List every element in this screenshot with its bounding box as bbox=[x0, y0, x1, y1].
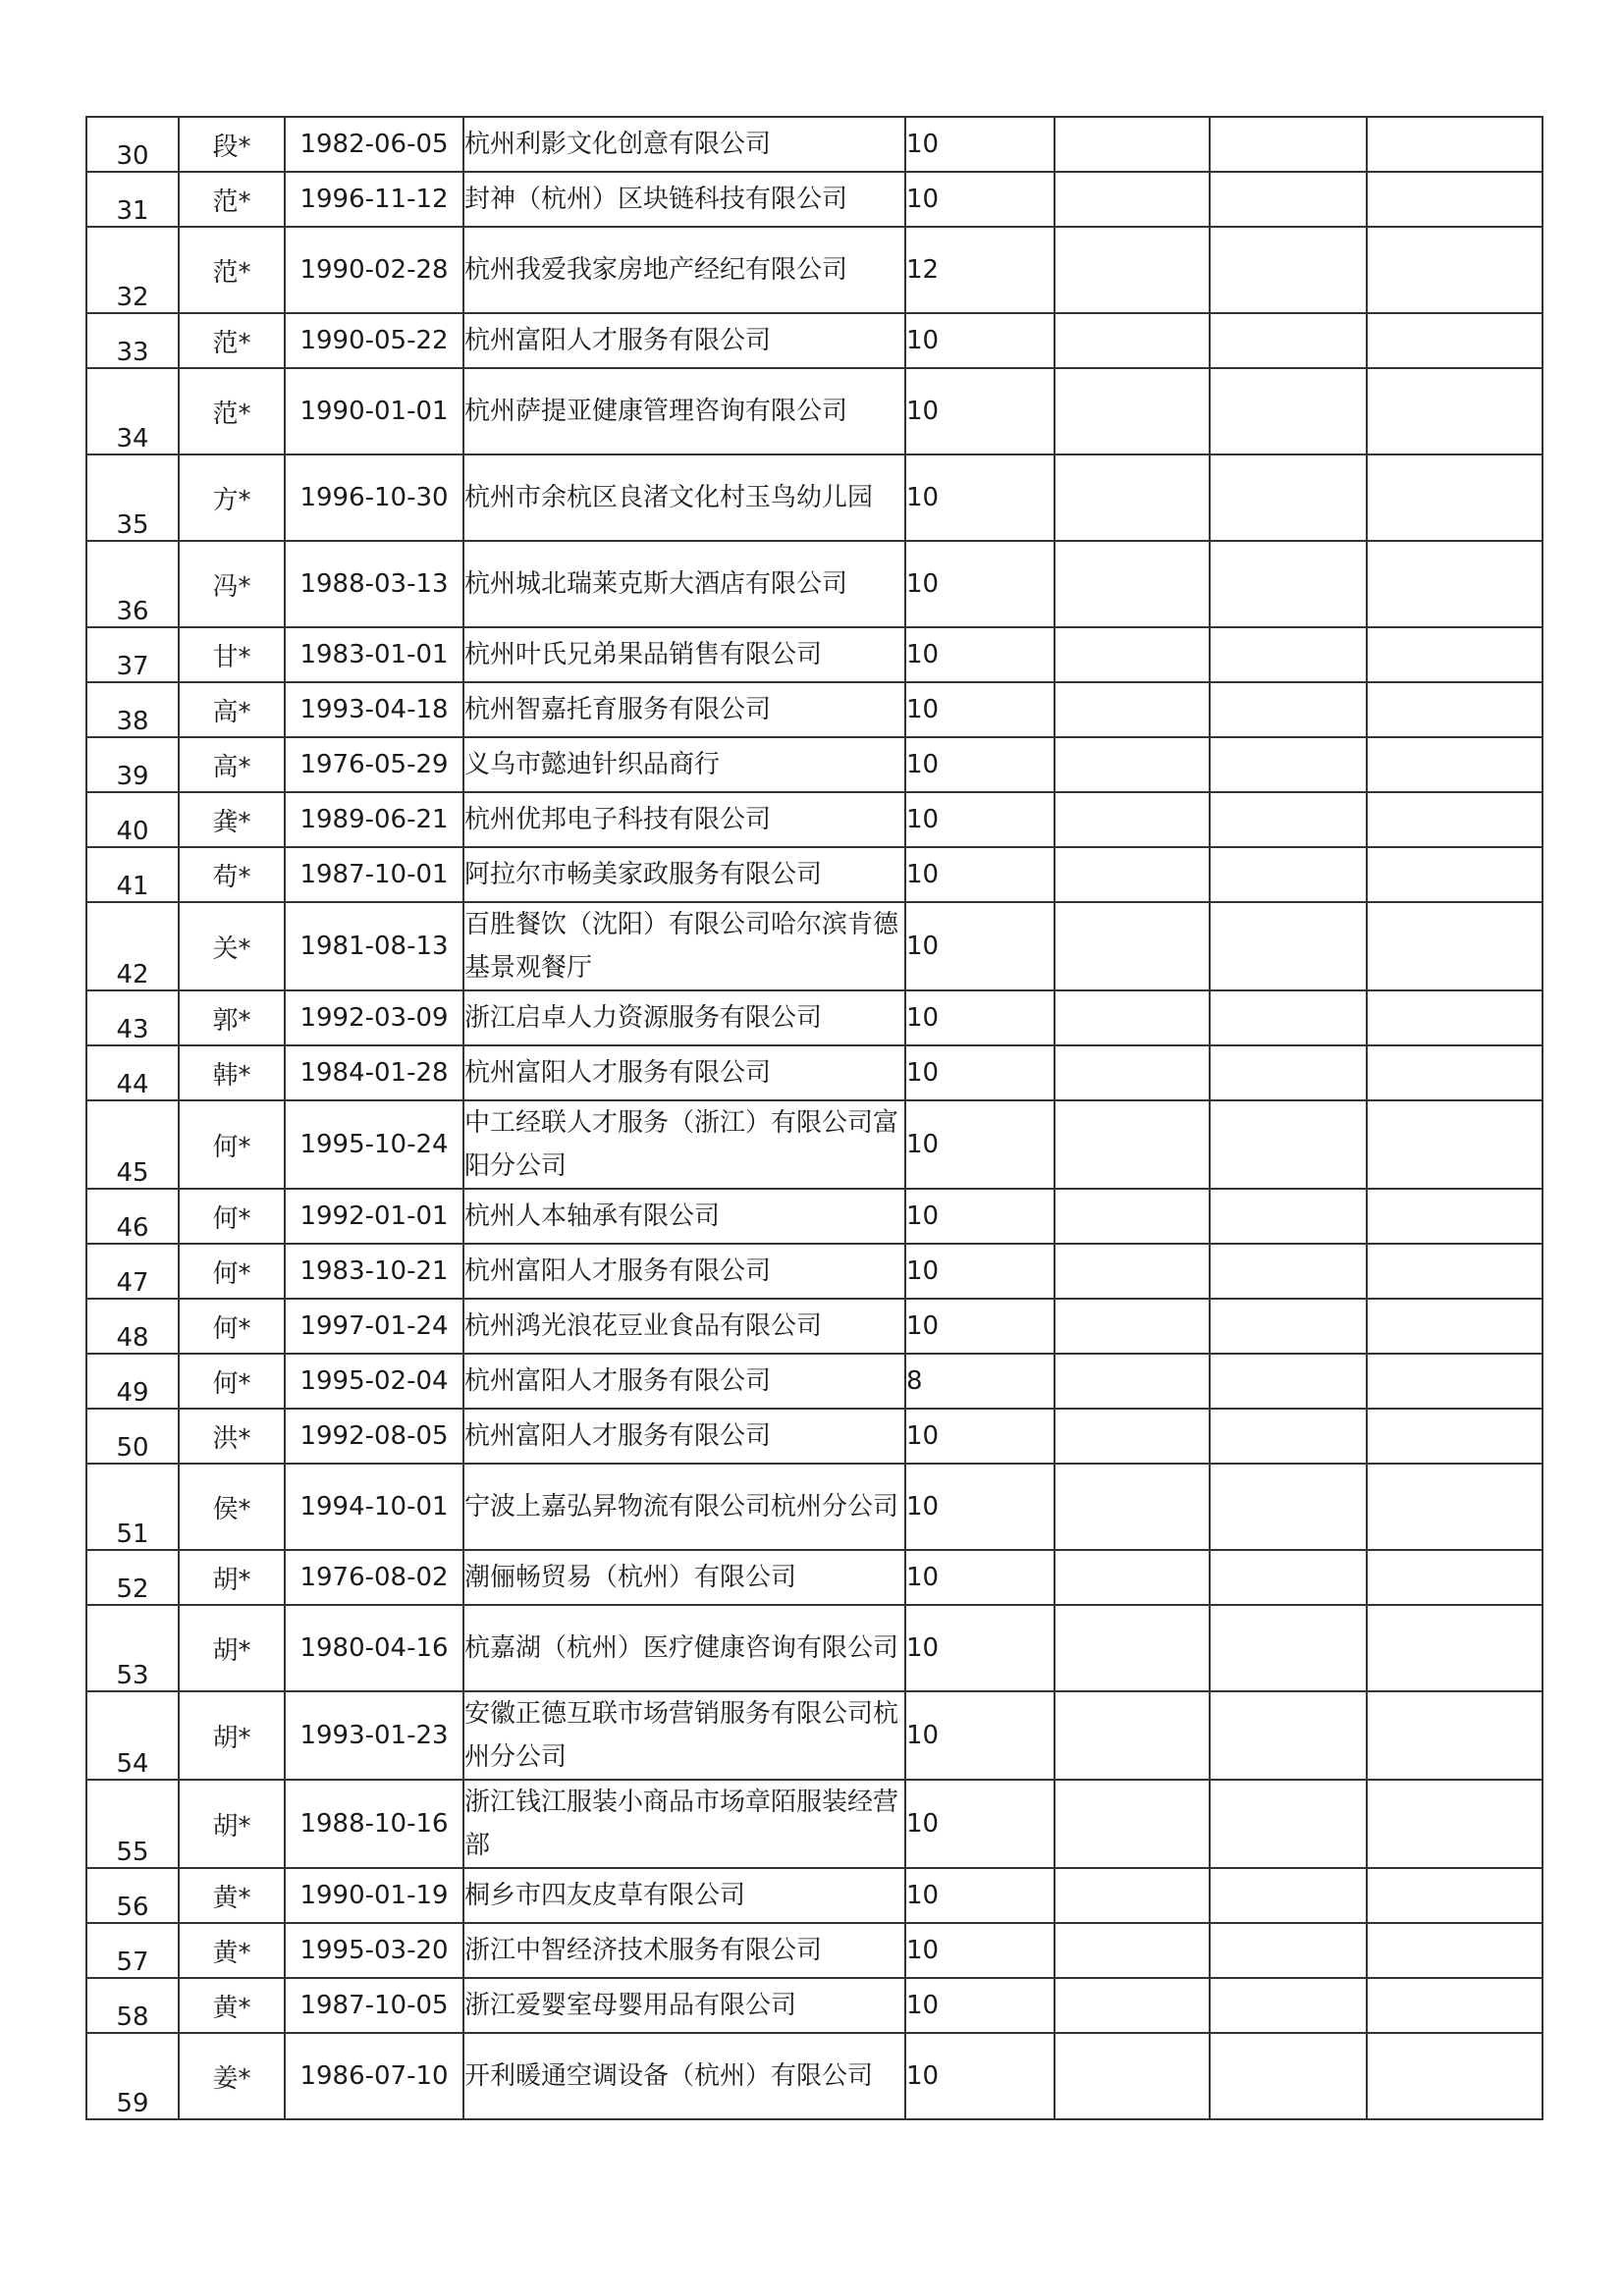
score-value: 10 bbox=[905, 1045, 1055, 1100]
empty-cell bbox=[1210, 1299, 1367, 1354]
table-row bbox=[86, 1244, 1543, 1299]
employer-name: 义乌市懿迪针织品商行 bbox=[463, 737, 905, 792]
person-name: 黄* bbox=[179, 1923, 285, 1978]
score-value: 10 bbox=[905, 1464, 1055, 1550]
score-value: 10 bbox=[905, 847, 1055, 902]
table-row bbox=[86, 1464, 1543, 1550]
empty-cell bbox=[1210, 172, 1367, 227]
empty-cell bbox=[1055, 1868, 1210, 1923]
empty-cell bbox=[1367, 2033, 1543, 2119]
score-value: 8 bbox=[905, 1354, 1055, 1409]
person-name: 何* bbox=[179, 1299, 285, 1354]
employer-name: 杭州人本轴承有限公司 bbox=[463, 1189, 905, 1244]
empty-cell bbox=[1367, 682, 1543, 737]
empty-cell bbox=[1055, 682, 1210, 737]
birth-date: 1997-01-24 bbox=[285, 1299, 463, 1354]
empty-cell bbox=[1055, 1354, 1210, 1409]
birth-date: 1996-11-12 bbox=[285, 172, 463, 227]
row-number: 32 bbox=[86, 227, 179, 313]
table-row bbox=[86, 1409, 1543, 1464]
employer-name: 杭州富阳人才服务有限公司 bbox=[463, 1354, 905, 1409]
birth-date: 1990-05-22 bbox=[285, 313, 463, 368]
empty-cell bbox=[1055, 1299, 1210, 1354]
person-name: 胡* bbox=[179, 1691, 285, 1780]
score-value: 10 bbox=[905, 2033, 1055, 2119]
empty-cell bbox=[1367, 1299, 1543, 1354]
person-name: 范* bbox=[179, 227, 285, 313]
empty-cell bbox=[1210, 1045, 1367, 1100]
row-number: 35 bbox=[86, 454, 179, 541]
empty-cell bbox=[1210, 847, 1367, 902]
row-number: 30 bbox=[86, 117, 179, 172]
score-value: 10 bbox=[905, 1923, 1055, 1978]
empty-cell bbox=[1210, 1354, 1367, 1409]
table-row bbox=[86, 1923, 1543, 1978]
empty-cell bbox=[1210, 368, 1367, 454]
employer-name: 杭州市余杭区良渚文化村玉鸟幼儿园 bbox=[463, 454, 905, 541]
person-name: 高* bbox=[179, 737, 285, 792]
row-number: 33 bbox=[86, 313, 179, 368]
score-value: 10 bbox=[905, 1978, 1055, 2033]
employer-name: 杭州城北瑞莱克斯大酒店有限公司 bbox=[463, 541, 905, 627]
row-number: 47 bbox=[86, 1244, 179, 1299]
score-value: 12 bbox=[905, 227, 1055, 313]
person-name: 关* bbox=[179, 902, 285, 990]
person-name: 胡* bbox=[179, 1780, 285, 1868]
birth-date: 1980-04-16 bbox=[285, 1605, 463, 1691]
empty-cell bbox=[1367, 990, 1543, 1045]
empty-cell bbox=[1055, 454, 1210, 541]
table-row bbox=[86, 1868, 1543, 1923]
birth-date: 1986-07-10 bbox=[285, 2033, 463, 2119]
employer-name: 杭州富阳人才服务有限公司 bbox=[463, 313, 905, 368]
empty-cell bbox=[1210, 541, 1367, 627]
table-row bbox=[86, 313, 1543, 368]
table-row bbox=[86, 682, 1543, 737]
empty-cell bbox=[1367, 1923, 1543, 1978]
empty-cell bbox=[1055, 1189, 1210, 1244]
table-row bbox=[86, 1978, 1543, 2033]
empty-cell bbox=[1210, 2033, 1367, 2119]
birth-date: 1995-02-04 bbox=[285, 1354, 463, 1409]
person-name: 范* bbox=[179, 172, 285, 227]
score-value: 10 bbox=[905, 1299, 1055, 1354]
birth-date: 1990-01-01 bbox=[285, 368, 463, 454]
table-row bbox=[86, 737, 1543, 792]
person-name: 冯* bbox=[179, 541, 285, 627]
empty-cell bbox=[1055, 541, 1210, 627]
empty-cell bbox=[1055, 1045, 1210, 1100]
row-number: 50 bbox=[86, 1409, 179, 1464]
score-value: 10 bbox=[905, 627, 1055, 682]
empty-cell bbox=[1210, 1691, 1367, 1780]
employer-name: 桐乡市四友皮草有限公司 bbox=[463, 1868, 905, 1923]
person-name: 苟* bbox=[179, 847, 285, 902]
table-row bbox=[86, 792, 1543, 847]
row-number: 49 bbox=[86, 1354, 179, 1409]
empty-cell bbox=[1055, 1923, 1210, 1978]
empty-cell bbox=[1210, 1409, 1367, 1464]
empty-cell bbox=[1210, 1978, 1367, 2033]
table-row bbox=[86, 454, 1543, 541]
table-row bbox=[86, 1100, 1543, 1189]
empty-cell bbox=[1055, 2033, 1210, 2119]
empty-cell bbox=[1367, 792, 1543, 847]
birth-date: 1981-08-13 bbox=[285, 902, 463, 990]
employer-name: 杭州我爱我家房地产经纪有限公司 bbox=[463, 227, 905, 313]
table-row bbox=[86, 990, 1543, 1045]
row-number: 41 bbox=[86, 847, 179, 902]
empty-cell bbox=[1210, 1868, 1367, 1923]
table-row bbox=[86, 1045, 1543, 1100]
person-name: 黄* bbox=[179, 1868, 285, 1923]
person-name: 洪* bbox=[179, 1409, 285, 1464]
person-name: 黄* bbox=[179, 1978, 285, 2033]
empty-cell bbox=[1367, 1780, 1543, 1868]
roster-table bbox=[85, 116, 1543, 2120]
empty-cell bbox=[1367, 1045, 1543, 1100]
table-row bbox=[86, 627, 1543, 682]
person-name: 何* bbox=[179, 1100, 285, 1189]
table-row bbox=[86, 172, 1543, 227]
empty-cell bbox=[1055, 737, 1210, 792]
birth-date: 1976-05-29 bbox=[285, 737, 463, 792]
empty-cell bbox=[1055, 1605, 1210, 1691]
person-name: 韩* bbox=[179, 1045, 285, 1100]
birth-date: 1988-10-16 bbox=[285, 1780, 463, 1868]
person-name: 何* bbox=[179, 1354, 285, 1409]
empty-cell bbox=[1210, 117, 1367, 172]
score-value: 10 bbox=[905, 792, 1055, 847]
table-row bbox=[86, 117, 1543, 172]
empty-cell bbox=[1367, 1550, 1543, 1605]
empty-cell bbox=[1367, 541, 1543, 627]
score-value: 10 bbox=[905, 313, 1055, 368]
empty-cell bbox=[1367, 627, 1543, 682]
score-value: 10 bbox=[905, 1691, 1055, 1780]
person-name: 范* bbox=[179, 313, 285, 368]
row-number: 43 bbox=[86, 990, 179, 1045]
empty-cell bbox=[1367, 1464, 1543, 1550]
employer-name: 百胜餐饮（沈阳）有限公司哈尔滨肯德基景观餐厅 bbox=[463, 902, 905, 990]
birth-date: 1994-10-01 bbox=[285, 1464, 463, 1550]
score-value: 10 bbox=[905, 368, 1055, 454]
score-value: 10 bbox=[905, 117, 1055, 172]
row-number: 46 bbox=[86, 1189, 179, 1244]
row-number: 44 bbox=[86, 1045, 179, 1100]
score-value: 10 bbox=[905, 902, 1055, 990]
employer-name: 开利暖通空调设备（杭州）有限公司 bbox=[463, 2033, 905, 2119]
employer-name: 杭州萨提亚健康管理咨询有限公司 bbox=[463, 368, 905, 454]
score-value: 10 bbox=[905, 454, 1055, 541]
empty-cell bbox=[1055, 792, 1210, 847]
row-number: 45 bbox=[86, 1100, 179, 1189]
empty-cell bbox=[1367, 313, 1543, 368]
person-name: 范* bbox=[179, 368, 285, 454]
empty-cell bbox=[1367, 172, 1543, 227]
birth-date: 1992-03-09 bbox=[285, 990, 463, 1045]
employer-name: 杭州富阳人才服务有限公司 bbox=[463, 1244, 905, 1299]
empty-cell bbox=[1367, 1605, 1543, 1691]
empty-cell bbox=[1367, 1868, 1543, 1923]
empty-cell bbox=[1210, 1464, 1367, 1550]
employer-name: 浙江中智经济技术服务有限公司 bbox=[463, 1923, 905, 1978]
person-name: 何* bbox=[179, 1244, 285, 1299]
score-value: 10 bbox=[905, 990, 1055, 1045]
birth-date: 1987-10-01 bbox=[285, 847, 463, 902]
empty-cell bbox=[1055, 368, 1210, 454]
person-name: 何* bbox=[179, 1189, 285, 1244]
birth-date: 1992-08-05 bbox=[285, 1409, 463, 1464]
score-value: 10 bbox=[905, 682, 1055, 737]
score-value: 10 bbox=[905, 1550, 1055, 1605]
employer-name: 浙江钱江服装小商品市场章陌服装经营部 bbox=[463, 1780, 905, 1868]
row-number: 53 bbox=[86, 1605, 179, 1691]
table-row bbox=[86, 1605, 1543, 1691]
table-row bbox=[86, 1550, 1543, 1605]
empty-cell bbox=[1210, 1780, 1367, 1868]
employer-name: 宁波上嘉弘昇物流有限公司杭州分公司 bbox=[463, 1464, 905, 1550]
empty-cell bbox=[1210, 737, 1367, 792]
row-number: 56 bbox=[86, 1868, 179, 1923]
empty-cell bbox=[1367, 1354, 1543, 1409]
row-number: 57 bbox=[86, 1923, 179, 1978]
row-number: 31 bbox=[86, 172, 179, 227]
empty-cell bbox=[1210, 227, 1367, 313]
empty-cell bbox=[1367, 1978, 1543, 2033]
birth-date: 1992-01-01 bbox=[285, 1189, 463, 1244]
empty-cell bbox=[1055, 1691, 1210, 1780]
employer-name: 杭嘉湖（杭州）医疗健康咨询有限公司 bbox=[463, 1605, 905, 1691]
birth-date: 1983-01-01 bbox=[285, 627, 463, 682]
table-row bbox=[86, 227, 1543, 313]
empty-cell bbox=[1210, 1100, 1367, 1189]
birth-date: 1982-06-05 bbox=[285, 117, 463, 172]
roster-body bbox=[86, 117, 1543, 2119]
empty-cell bbox=[1210, 682, 1367, 737]
birth-date: 1987-10-05 bbox=[285, 1978, 463, 2033]
empty-cell bbox=[1210, 1244, 1367, 1299]
empty-cell bbox=[1210, 1923, 1367, 1978]
employer-name: 安徽正德互联市场营销服务有限公司杭州分公司 bbox=[463, 1691, 905, 1780]
birth-date: 1993-01-23 bbox=[285, 1691, 463, 1780]
empty-cell bbox=[1367, 227, 1543, 313]
empty-cell bbox=[1367, 902, 1543, 990]
table-row bbox=[86, 1780, 1543, 1868]
birth-date: 1995-10-24 bbox=[285, 1100, 463, 1189]
empty-cell bbox=[1055, 902, 1210, 990]
table-row bbox=[86, 541, 1543, 627]
person-name: 龚* bbox=[179, 792, 285, 847]
empty-cell bbox=[1055, 1780, 1210, 1868]
empty-cell bbox=[1210, 454, 1367, 541]
empty-cell bbox=[1055, 117, 1210, 172]
empty-cell bbox=[1055, 1978, 1210, 2033]
empty-cell bbox=[1055, 1244, 1210, 1299]
score-value: 10 bbox=[905, 1409, 1055, 1464]
empty-cell bbox=[1367, 847, 1543, 902]
person-name: 胡* bbox=[179, 1605, 285, 1691]
score-value: 10 bbox=[905, 1868, 1055, 1923]
employer-name: 阿拉尔市畅美家政服务有限公司 bbox=[463, 847, 905, 902]
empty-cell bbox=[1367, 117, 1543, 172]
table-row bbox=[86, 1299, 1543, 1354]
birth-date: 1996-10-30 bbox=[285, 454, 463, 541]
empty-cell bbox=[1055, 1409, 1210, 1464]
row-number: 39 bbox=[86, 737, 179, 792]
employer-name: 杭州鸿光浪花豆业食品有限公司 bbox=[463, 1299, 905, 1354]
employer-name: 浙江爱婴室母婴用品有限公司 bbox=[463, 1978, 905, 2033]
row-number: 55 bbox=[86, 1780, 179, 1868]
employer-name: 杭州利影文化创意有限公司 bbox=[463, 117, 905, 172]
person-name: 甘* bbox=[179, 627, 285, 682]
empty-cell bbox=[1055, 1100, 1210, 1189]
score-value: 10 bbox=[905, 1780, 1055, 1868]
empty-cell bbox=[1210, 792, 1367, 847]
birth-date: 1990-01-19 bbox=[285, 1868, 463, 1923]
table-row bbox=[86, 1691, 1543, 1780]
empty-cell bbox=[1055, 990, 1210, 1045]
row-number: 40 bbox=[86, 792, 179, 847]
empty-cell bbox=[1210, 990, 1367, 1045]
row-number: 37 bbox=[86, 627, 179, 682]
table-row bbox=[86, 1189, 1543, 1244]
empty-cell bbox=[1367, 1409, 1543, 1464]
empty-cell bbox=[1055, 847, 1210, 902]
empty-cell bbox=[1367, 454, 1543, 541]
empty-cell bbox=[1210, 1605, 1367, 1691]
row-number: 54 bbox=[86, 1691, 179, 1780]
row-number: 48 bbox=[86, 1299, 179, 1354]
employer-name: 杭州叶氏兄弟果品销售有限公司 bbox=[463, 627, 905, 682]
birth-date: 1984-01-28 bbox=[285, 1045, 463, 1100]
employer-name: 封神（杭州）区块链科技有限公司 bbox=[463, 172, 905, 227]
empty-cell bbox=[1210, 902, 1367, 990]
empty-cell bbox=[1210, 313, 1367, 368]
empty-cell bbox=[1210, 627, 1367, 682]
birth-date: 1989-06-21 bbox=[285, 792, 463, 847]
employer-name: 杭州优邦电子科技有限公司 bbox=[463, 792, 905, 847]
empty-cell bbox=[1055, 313, 1210, 368]
person-name: 姜* bbox=[179, 2033, 285, 2119]
score-value: 10 bbox=[905, 737, 1055, 792]
empty-cell bbox=[1367, 1100, 1543, 1189]
empty-cell bbox=[1055, 227, 1210, 313]
row-number: 52 bbox=[86, 1550, 179, 1605]
birth-date: 1990-02-28 bbox=[285, 227, 463, 313]
birth-date: 1995-03-20 bbox=[285, 1923, 463, 1978]
person-name: 胡* bbox=[179, 1550, 285, 1605]
employer-name: 中工经联人才服务（浙江）有限公司富阳分公司 bbox=[463, 1100, 905, 1189]
empty-cell bbox=[1055, 1550, 1210, 1605]
person-name: 方* bbox=[179, 454, 285, 541]
score-value: 10 bbox=[905, 1605, 1055, 1691]
empty-cell bbox=[1367, 1691, 1543, 1780]
empty-cell bbox=[1055, 627, 1210, 682]
score-value: 10 bbox=[905, 1100, 1055, 1189]
table-row bbox=[86, 1354, 1543, 1409]
empty-cell bbox=[1055, 172, 1210, 227]
empty-cell bbox=[1210, 1189, 1367, 1244]
birth-date: 1976-08-02 bbox=[285, 1550, 463, 1605]
row-number: 42 bbox=[86, 902, 179, 990]
row-number: 59 bbox=[86, 2033, 179, 2119]
employer-name: 浙江启卓人力资源服务有限公司 bbox=[463, 990, 905, 1045]
row-number: 36 bbox=[86, 541, 179, 627]
employer-name: 杭州智嘉托育服务有限公司 bbox=[463, 682, 905, 737]
empty-cell bbox=[1367, 737, 1543, 792]
table-row bbox=[86, 847, 1543, 902]
employer-name: 杭州富阳人才服务有限公司 bbox=[463, 1409, 905, 1464]
row-number: 58 bbox=[86, 1978, 179, 2033]
person-name: 高* bbox=[179, 682, 285, 737]
score-value: 10 bbox=[905, 541, 1055, 627]
row-number: 34 bbox=[86, 368, 179, 454]
birth-date: 1993-04-18 bbox=[285, 682, 463, 737]
person-name: 侯* bbox=[179, 1464, 285, 1550]
score-value: 10 bbox=[905, 1244, 1055, 1299]
empty-cell bbox=[1367, 1189, 1543, 1244]
person-name: 段* bbox=[179, 117, 285, 172]
empty-cell bbox=[1210, 1550, 1367, 1605]
birth-date: 1983-10-21 bbox=[285, 1244, 463, 1299]
row-number: 38 bbox=[86, 682, 179, 737]
table-row bbox=[86, 368, 1543, 454]
table-row bbox=[86, 902, 1543, 990]
empty-cell bbox=[1055, 1464, 1210, 1550]
employer-name: 杭州富阳人才服务有限公司 bbox=[463, 1045, 905, 1100]
person-name: 郭* bbox=[179, 990, 285, 1045]
score-value: 10 bbox=[905, 172, 1055, 227]
empty-cell bbox=[1367, 1244, 1543, 1299]
score-value: 10 bbox=[905, 1189, 1055, 1244]
empty-cell bbox=[1367, 368, 1543, 454]
row-number: 51 bbox=[86, 1464, 179, 1550]
table-row bbox=[86, 2033, 1543, 2119]
birth-date: 1988-03-13 bbox=[285, 541, 463, 627]
employer-name: 潮俪畅贸易（杭州）有限公司 bbox=[463, 1550, 905, 1605]
